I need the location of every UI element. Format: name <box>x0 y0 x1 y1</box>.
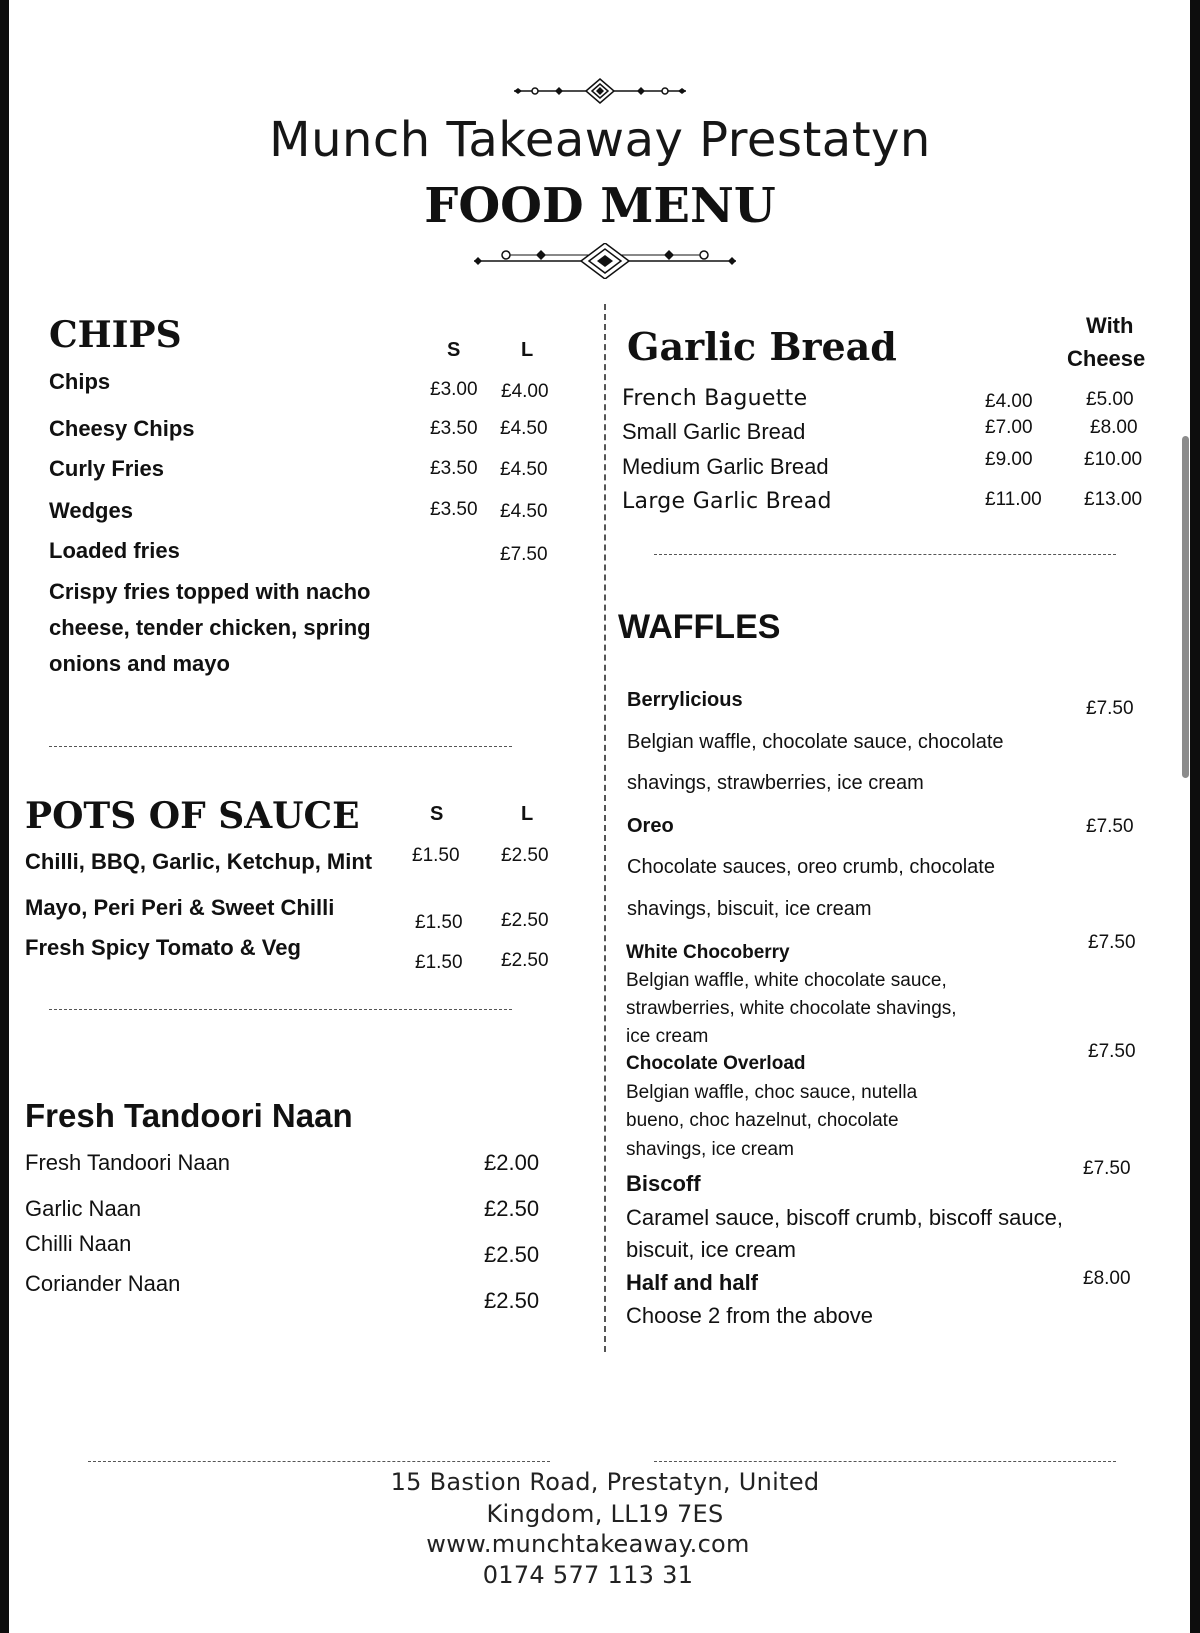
window-edge-right <box>1190 0 1200 1633</box>
chips-item-price-s: £3.50 <box>430 458 478 479</box>
chips-item-name: Chips <box>49 369 111 394</box>
divider <box>654 554 1116 555</box>
garlic-item-price-cheese: £5.00 <box>1086 389 1134 410</box>
footer-address-line-2: Kingdom, LL19 7ES <box>486 1500 724 1528</box>
column-divider <box>604 304 606 1352</box>
waffle-item-desc: Belgian waffle, white chocolate sauce, <box>626 970 947 991</box>
waffle-item-desc: bueno, choc hazelnut, chocolate <box>626 1110 899 1131</box>
garlic-item-price-cheese: £13.00 <box>1084 489 1143 510</box>
chips-item-name: Loaded fries <box>49 538 180 563</box>
chips-item-price-s: £3.00 <box>430 379 478 400</box>
chips-item-price-s: £3.50 <box>430 499 478 520</box>
loaded-fries-desc-2: cheese, tender chicken, spring <box>49 615 371 640</box>
waffles-heading: WAFFLES <box>618 608 781 646</box>
waffle-item-name: Berrylicious <box>627 689 743 711</box>
waffle-item-name: Biscoff <box>626 1171 701 1196</box>
naan-item-name: Garlic Naan <box>25 1196 142 1221</box>
chips-item-price-l: £7.50 <box>500 544 548 565</box>
waffle-item-desc: Belgian waffle, choc sauce, nutella <box>626 1082 918 1103</box>
chips-item-price-l: £4.50 <box>500 459 548 480</box>
chips-heading: CHIPS <box>49 314 182 356</box>
chips-item-price-l: £4.50 <box>500 501 548 522</box>
waffle-item-name: Chocolate Overload <box>626 1053 806 1074</box>
chips-item-name: Curly Fries <box>49 456 164 481</box>
divider <box>49 746 512 747</box>
chips-col-l: L <box>521 339 534 361</box>
garlic-item-price-plain: £7.00 <box>985 417 1033 438</box>
sauce-item-price-l: £2.50 <box>501 910 549 931</box>
divider <box>88 1461 550 1462</box>
sauce-col-l: L <box>521 803 534 825</box>
naan-item-name: Chilli Naan <box>25 1231 132 1256</box>
loaded-fries-desc-3: onions and mayo <box>49 651 230 676</box>
garlic-item-price-cheese: £8.00 <box>1090 417 1138 438</box>
waffle-item-price: £7.50 <box>1086 816 1134 837</box>
waffle-item-price: £7.50 <box>1083 1158 1131 1179</box>
waffle-item-name: Oreo <box>627 815 674 837</box>
sauce-item-price-l: £2.50 <box>501 950 549 971</box>
waffle-item-desc: Belgian waffle, chocolate sauce, chocolate <box>627 731 1004 753</box>
waffle-item-desc: Caramel sauce, biscoff crumb, biscoff sauce, <box>626 1205 1063 1230</box>
sauce-col-s: S <box>430 803 444 825</box>
garlic-bread-heading: Garlic Bread <box>627 324 897 369</box>
waffle-item-desc: shavings, strawberries, ice cream <box>627 772 924 794</box>
garlic-item-name: Small Garlic Bread <box>622 419 806 444</box>
sauce-item-name: Chilli, BBQ, Garlic, Ketchup, Mint <box>25 849 373 874</box>
waffle-item-desc: biscuit, ice cream <box>626 1237 796 1262</box>
naan-item-name: Fresh Tandoori Naan <box>25 1150 231 1175</box>
naan-item-price: £2.50 <box>484 1196 540 1221</box>
waffle-item-desc: strawberries, white chocolate shavings, <box>626 998 957 1019</box>
sauce-item-price-s: £1.50 <box>415 952 463 973</box>
loaded-fries-desc-1: Crispy fries topped with nacho <box>49 579 371 604</box>
garlic-item-price-plain: £9.00 <box>985 449 1033 470</box>
restaurant-title: Munch Takeaway Prestatyn <box>269 112 931 168</box>
waffle-item-desc: shavings, ice cream <box>626 1139 794 1160</box>
garlic-col-cheese: Cheese <box>1067 346 1146 371</box>
window-edge-left <box>0 0 9 1633</box>
garlic-item-name: Large Garlic Bread <box>622 489 832 514</box>
sauce-item-name: Fresh Spicy Tomato & Veg <box>25 935 301 960</box>
sauce-heading: POTS OF SAUCE <box>25 795 360 837</box>
naan-heading: Fresh Tandoori Naan <box>25 1097 353 1134</box>
naan-item-price: £2.50 <box>484 1288 540 1313</box>
garlic-item-price-cheese: £10.00 <box>1084 449 1143 470</box>
garlic-item-name: French Baguette <box>622 386 808 411</box>
chips-item-price-s: £3.50 <box>430 418 478 439</box>
menu-subtitle: FOOD MENU <box>424 178 776 234</box>
garlic-item-price-plain: £11.00 <box>985 489 1042 510</box>
ornament-bottom-icon <box>470 243 740 279</box>
waffle-item-desc: Chocolate sauces, oreo crumb, chocolate <box>627 856 995 878</box>
divider <box>654 1461 1116 1462</box>
naan-item-price: £2.00 <box>484 1150 540 1175</box>
waffle-item-price: £7.50 <box>1088 932 1136 953</box>
naan-item-name: Coriander Naan <box>25 1271 181 1296</box>
garlic-item-name: Medium Garlic Bread <box>622 454 829 479</box>
sauce-item-name: Mayo, Peri Peri & Sweet Chilli <box>25 895 335 920</box>
ornament-top-icon <box>510 78 690 104</box>
naan-item-price: £2.50 <box>484 1242 540 1267</box>
sauce-item-price-l: £2.50 <box>501 845 549 866</box>
scrollbar-thumb[interactable] <box>1182 436 1189 778</box>
chips-col-s: S <box>447 339 461 361</box>
divider <box>49 1009 512 1010</box>
footer-website: www.munchtakeaway.com <box>426 1530 750 1558</box>
garlic-item-price-plain: £4.00 <box>985 391 1033 412</box>
waffle-item-price: £7.50 <box>1088 1041 1136 1062</box>
chips-item-name: Wedges <box>49 498 133 523</box>
footer-address-line-1: 15 Bastion Road, Prestatyn, United <box>390 1468 820 1496</box>
waffle-item-name: White Chocoberry <box>626 942 790 963</box>
sauce-item-price-s: £1.50 <box>415 912 463 933</box>
garlic-col-with: With <box>1086 313 1134 338</box>
footer-phone: 0174 577 113 31 <box>482 1561 694 1589</box>
chips-item-price-l: £4.50 <box>500 418 548 439</box>
waffle-item-price: £7.50 <box>1086 698 1134 719</box>
waffle-item-desc: shavings, biscuit, ice cream <box>627 898 872 920</box>
sauce-item-price-s: £1.50 <box>412 845 460 866</box>
chips-item-price-l: £4.00 <box>501 381 549 402</box>
waffle-item-name: Half and half <box>626 1270 759 1295</box>
waffle-item-desc: Choose 2 from the above <box>626 1303 874 1328</box>
chips-item-name: Cheesy Chips <box>49 416 195 441</box>
waffle-item-price: £8.00 <box>1083 1268 1131 1289</box>
waffle-item-desc: ice cream <box>626 1026 709 1047</box>
